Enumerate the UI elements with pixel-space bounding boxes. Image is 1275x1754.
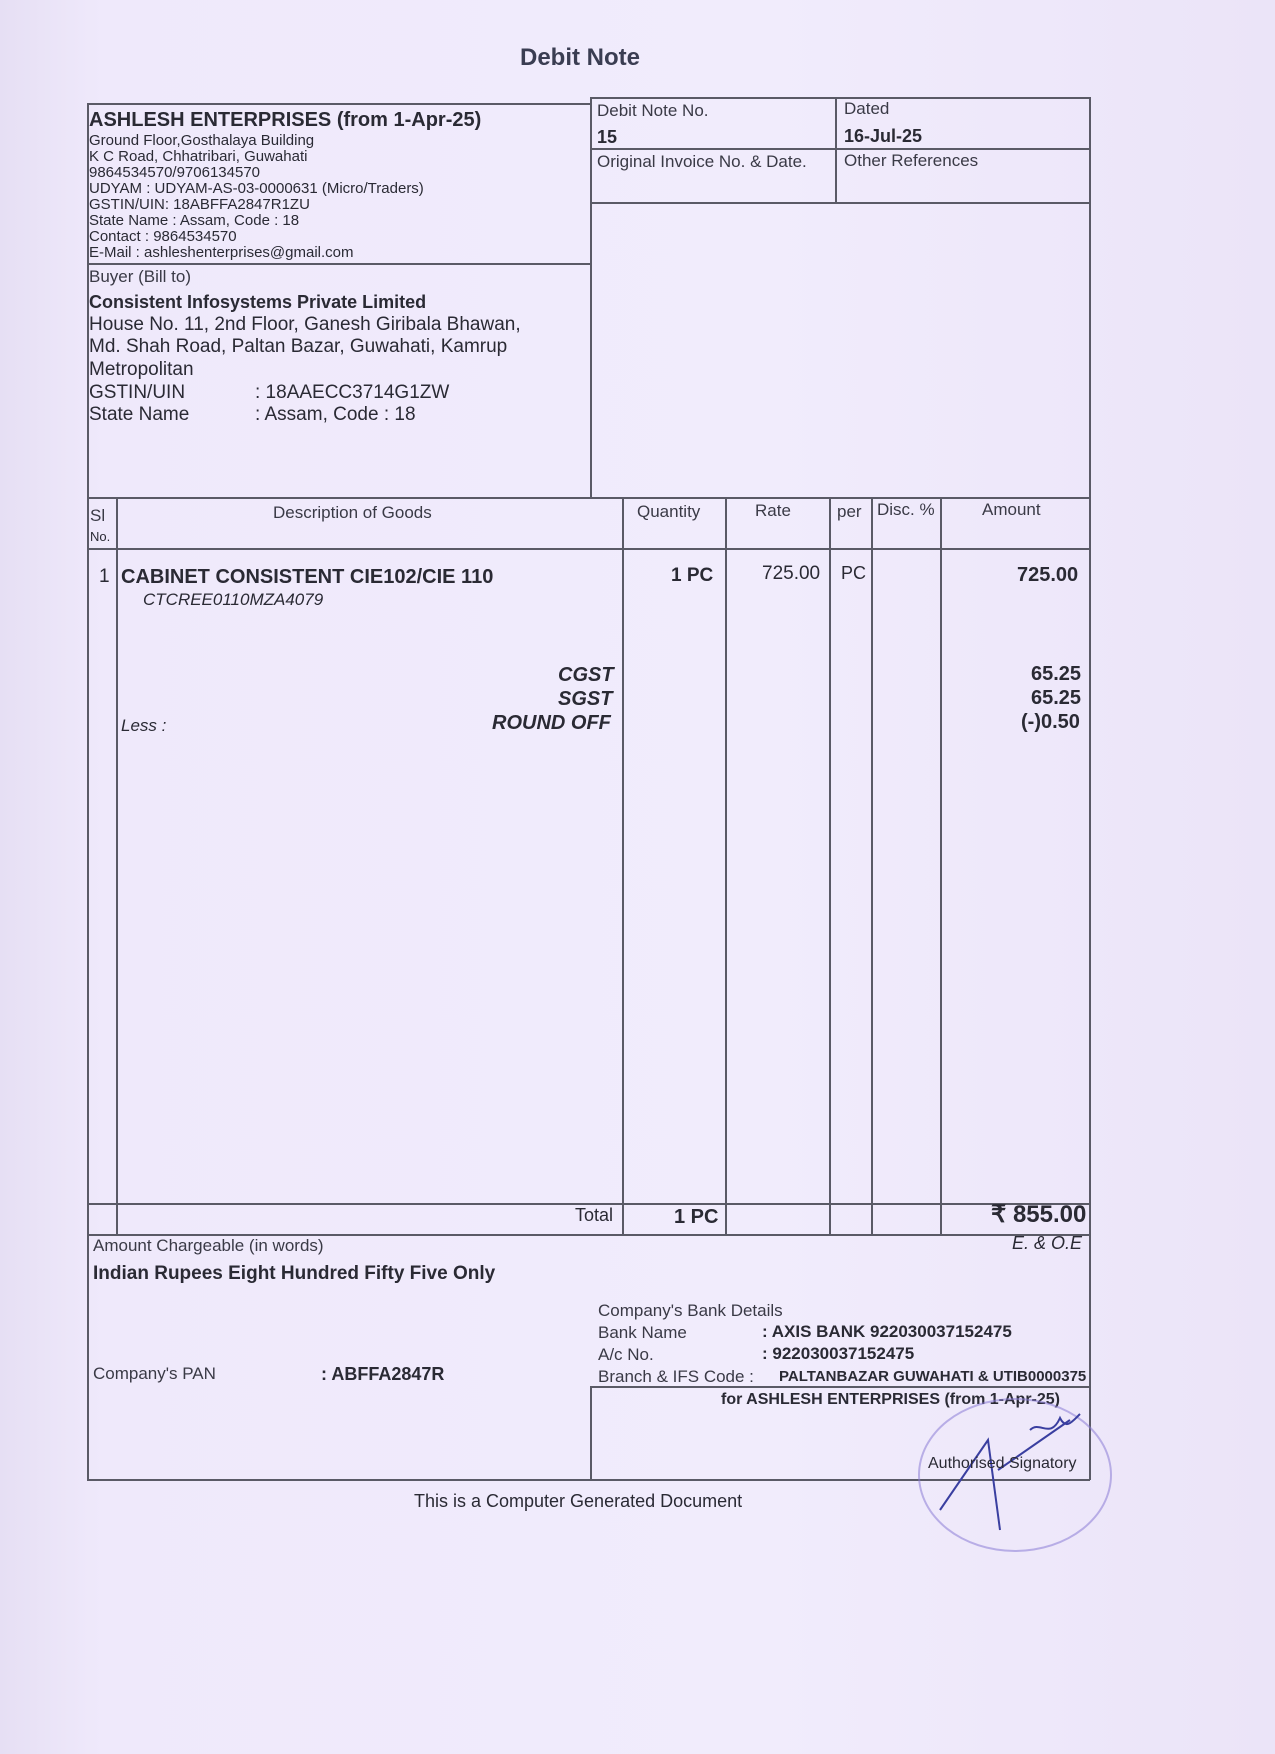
branch-value: PALTANBAZAR GUWAHATI & UTIB0000375 <box>779 1368 1087 1385</box>
original-invoice-label: Original Invoice No. & Date. <box>597 152 807 171</box>
total-amount: ₹ 855.00 <box>991 1201 1087 1228</box>
buyer-state-label: State Name <box>89 404 190 425</box>
bank-heading: Company's Bank Details <box>598 1301 783 1320</box>
col-per-divider <box>871 497 873 1235</box>
buyer-name: Consistent Infosystems Private Limited <box>89 292 427 312</box>
tax-cgst-label: CGST <box>558 664 614 686</box>
tax-cgst-amount: 65.25 <box>1031 663 1082 685</box>
less-label: Less : <box>121 716 167 735</box>
account-value: : 922030037152475 <box>762 1344 915 1363</box>
amount-words-label: Amount Chargeable (in words) <box>93 1236 324 1255</box>
buyer-gstin-value: : 18AAECC3714G1ZW <box>255 382 450 403</box>
item-sl: 1 <box>99 566 110 587</box>
amount-words: Indian Rupees Eight Hundred Fifty Five Only <box>93 1263 496 1284</box>
buyer-address-line3: Metropolitan <box>89 359 194 380</box>
seller-gstin: GSTIN/UIN: 18ABFFA2847R1ZU <box>89 196 310 213</box>
seller-state: State Name : Assam, Code : 18 <box>89 212 300 229</box>
col-desc-divider <box>622 497 624 1235</box>
total-quantity: 1 PC <box>674 1206 719 1228</box>
frame-top-right <box>590 97 1090 99</box>
meta-bottom <box>590 202 1090 204</box>
seller-contact: Contact : 9864534570 <box>89 228 237 245</box>
seller-address-line1: Ground Floor,Gosthalaya Building <box>89 132 315 149</box>
buyer-address-line2: Md. Shah Road, Paltan Bazar, Guwahati, Kamrup <box>89 336 508 357</box>
item-per: PC <box>841 563 867 583</box>
meta-row-divider <box>590 148 1090 150</box>
item-quantity: 1 PC <box>671 565 714 586</box>
header-disc: Disc. % <box>877 500 935 519</box>
debit-note-no-value: 15 <box>597 127 618 147</box>
seller-phones: 9864534570/9706134570 <box>89 164 261 181</box>
buyer-gstin-label: GSTIN/UIN <box>89 382 186 403</box>
header-sl: Sl <box>90 506 106 525</box>
header-description: Description of Goods <box>273 503 432 522</box>
buyer-state-value: : Assam, Code : 18 <box>255 404 416 425</box>
account-label: A/c No. <box>598 1345 654 1364</box>
pan-value: : ABFFA2847R <box>321 1364 445 1384</box>
seller-email: E-Mail : ashleshenterprises@gmail.com <box>89 244 354 261</box>
seller-address-line2: K C Road, Chhatribari, Guwahati <box>89 148 308 165</box>
total-label: Total <box>575 1205 614 1225</box>
seller-udyam: UDYAM : UDYAM-AS-03-0000631 (Micro/Traders) <box>89 180 424 197</box>
signature-box-top <box>590 1386 1090 1388</box>
bank-name-value: : AXIS BANK 922030037152475 <box>762 1322 1012 1341</box>
dated-label: Dated <box>844 99 890 118</box>
branch-label: Branch & IFS Code : <box>598 1367 754 1386</box>
buyer-heading: Buyer (Bill to) <box>89 267 192 286</box>
item-serial: CTCREE0110MZA4079 <box>143 590 324 609</box>
item-description: CABINET CONSISTENT CIE102/CIE 110 <box>121 566 494 588</box>
buyer-address-line1: House No. 11, 2nd Floor, Ganesh Giribala Bhawan, <box>89 314 521 335</box>
header-sl-no: No. <box>90 529 111 544</box>
col-sl-divider <box>116 497 118 1235</box>
for-company: for ASHLESH ENTERPRISES (from 1-Apr-25) <box>721 1391 1060 1408</box>
item-rate: 725.00 <box>762 563 821 584</box>
bank-name-label: Bank Name <box>598 1323 687 1342</box>
dated-value: 16-Jul-25 <box>844 126 923 146</box>
header-amount: Amount <box>982 500 1041 519</box>
tax-roundoff-label: ROUND OFF <box>492 712 611 734</box>
frame-meta-divider <box>835 97 837 202</box>
header-rate: Rate <box>755 501 791 520</box>
debit-note-no-label: Debit Note No. <box>597 101 709 120</box>
frame-top-left <box>87 103 591 105</box>
item-amount: 725.00 <box>1017 564 1079 586</box>
tax-roundoff-amount: (-)0.50 <box>1021 711 1080 733</box>
tax-sgst-amount: 65.25 <box>1031 687 1082 709</box>
tax-sgst-label: SGST <box>558 688 613 710</box>
computer-generated-note: This is a Computer Generated Document <box>414 1491 743 1511</box>
other-references-label: Other References <box>844 151 979 170</box>
eoe-text: E. & O.E <box>1012 1233 1083 1253</box>
authorised-signatory: Authorised Signatory <box>928 1455 1077 1472</box>
document-title: Debit Note <box>520 44 640 71</box>
header-quantity: Quantity <box>637 502 701 521</box>
header-per: per <box>837 502 862 521</box>
frame-center-top <box>590 97 592 497</box>
signature-box-left <box>590 1386 592 1481</box>
frame-right <box>1089 97 1091 1480</box>
seller-name: ASHLESH ENTERPRISES (from 1-Apr-25) <box>89 109 482 131</box>
col-disc-divider <box>940 497 942 1235</box>
pan-label: Company's PAN <box>93 1364 216 1383</box>
col-rate-divider <box>829 497 831 1235</box>
col-qty-divider <box>725 497 727 1235</box>
seller-buyer-divider <box>87 263 591 265</box>
